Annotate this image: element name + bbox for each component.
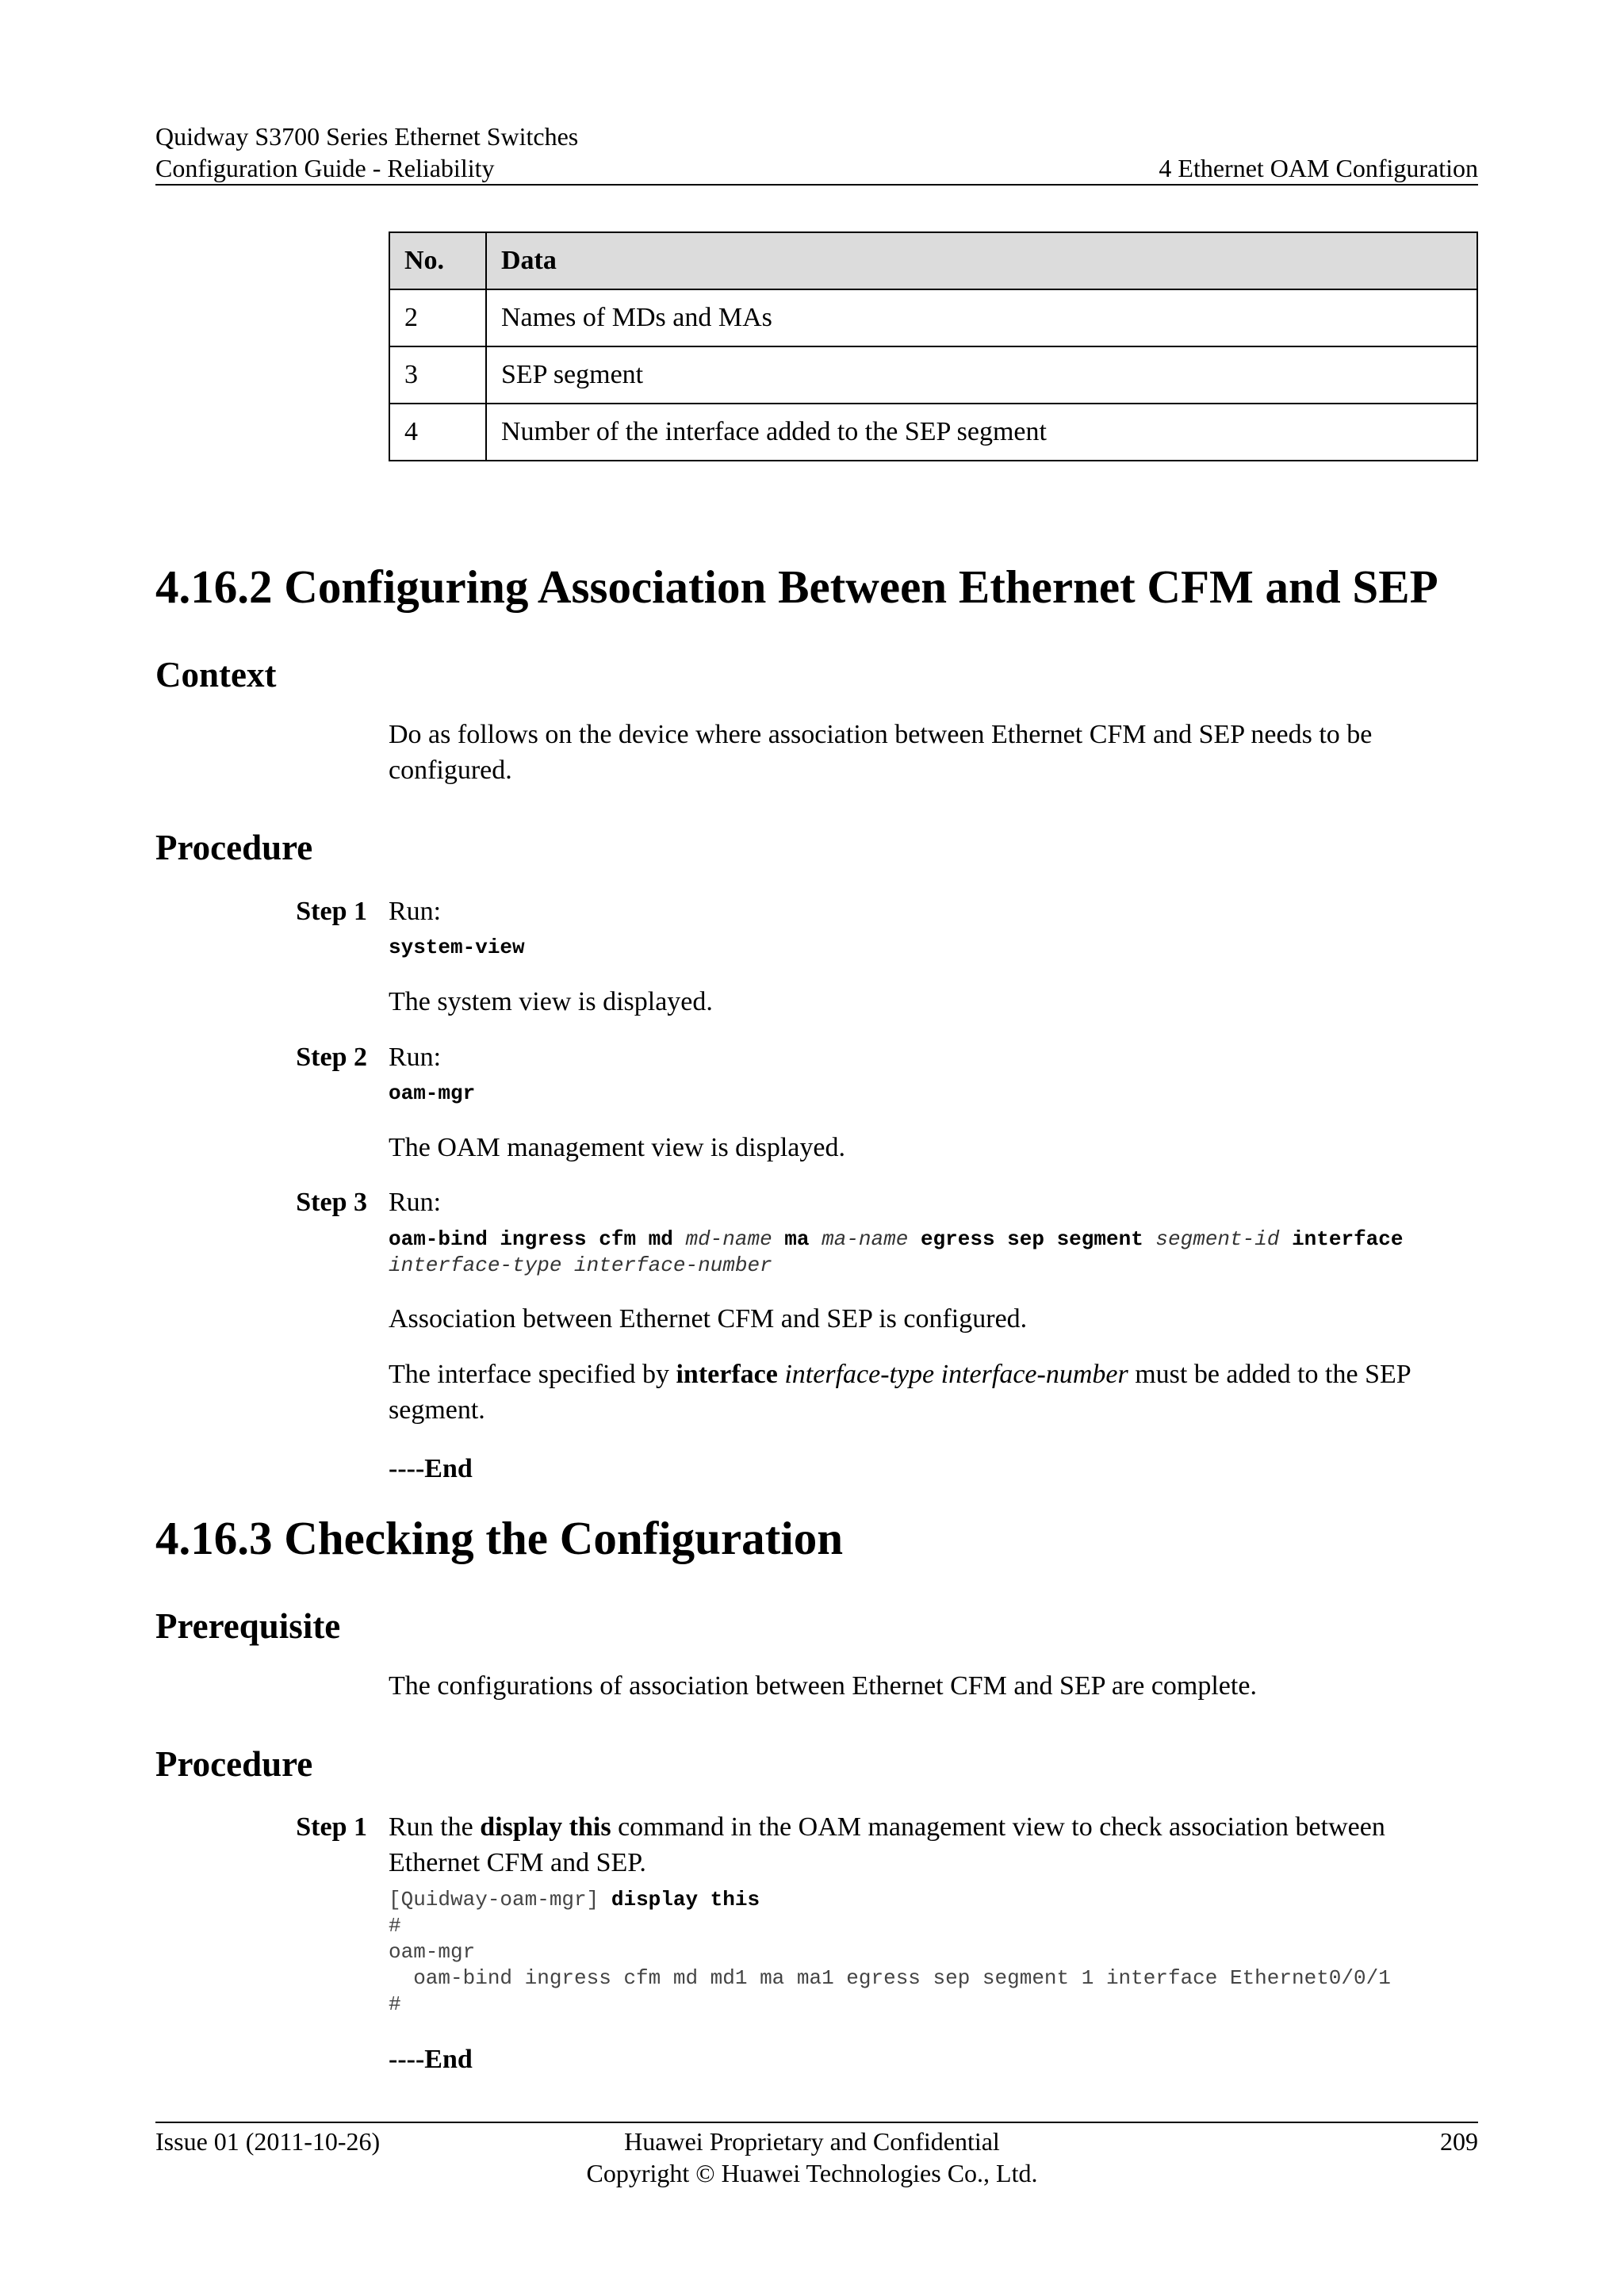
- code-line: #: [389, 1992, 401, 2016]
- step-command: [389, 1081, 475, 1107]
- step-note-line2: segment.: [389, 1395, 485, 1425]
- footer-rule: [155, 2122, 1478, 2123]
- footer-page-number: 209: [1440, 2127, 1478, 2156]
- procedure-heading: Procedure: [155, 828, 313, 867]
- note-text: must be added to the SEP: [1135, 1360, 1411, 1389]
- table-cell: Names of MDs and MAs: [486, 289, 1477, 346]
- command-keyword: oam-mgr: [389, 1081, 476, 1105]
- step-result: Association between Ethernet CFM and SEP is configured.: [389, 1304, 1028, 1334]
- step-result: The OAM management view is displayed.: [389, 1133, 845, 1162]
- table-row: [389, 346, 1477, 404]
- note-keyword: interface: [676, 1360, 778, 1389]
- code-prompt: [Quidway-oam-mgr]: [389, 1888, 599, 1911]
- footer-copyright: Copyright © Huawei Technologies Co., Ltd.: [586, 2159, 1038, 2187]
- table-header-no: No.: [389, 232, 486, 289]
- note-text: The interface specified by: [389, 1360, 669, 1389]
- step-label: Step 3: [296, 1188, 367, 1217]
- step-command: [389, 935, 525, 961]
- header-product: Quidway S3700 Series Ethernet Switches: [155, 122, 579, 151]
- step-command-line2: [389, 1253, 772, 1279]
- code-line: oam-mgr: [389, 1940, 476, 1964]
- table-cell: 3: [389, 346, 486, 404]
- code-block: [389, 1887, 1391, 2018]
- command-keyword: system-view: [389, 936, 525, 959]
- footer-confidential: Huawei Proprietary and Confidential: [624, 2127, 1000, 2156]
- table-cell: Number of the interface added to the SEP segment: [486, 404, 1477, 461]
- table-row: [389, 289, 1477, 346]
- end-marker: ----End: [389, 2045, 473, 2074]
- step-note-line1: [389, 1357, 1411, 1392]
- command-argument: segment-id: [1155, 1227, 1280, 1251]
- command-keyword: ma: [784, 1227, 810, 1251]
- section-title-4163: 4.16.3 Checking the Configuration: [155, 1512, 844, 1564]
- header-chapter: 4 Ethernet OAM Configuration: [1159, 154, 1478, 182]
- table-header-row: [389, 232, 1477, 289]
- prerequisite-heading: Prerequisite: [155, 1606, 341, 1646]
- code-line: oam-bind ingress cfm md md1 ma ma1 egress sep segment 1 interface Ethernet0/0/1: [389, 1966, 1391, 1990]
- command-keyword: interface: [1292, 1227, 1404, 1251]
- procedure-heading: Procedure: [155, 1744, 313, 1784]
- table-header-data: Data: [486, 232, 1477, 289]
- step-text-line1: [389, 1809, 1385, 1845]
- step-run-text: Run:: [389, 1043, 442, 1072]
- command-keyword: oam-bind ingress cfm md: [389, 1227, 673, 1251]
- step-command-line1: [389, 1226, 1404, 1253]
- context-text-line2: configured.: [389, 756, 512, 785]
- step-label: Step 1: [296, 897, 367, 926]
- code-command: display this: [611, 1888, 760, 1911]
- header-guide: Configuration Guide - Reliability: [155, 154, 495, 182]
- command-argument: interface-type interface-number: [389, 1253, 772, 1277]
- code-line: #: [389, 1914, 401, 1938]
- note-argument: interface-type interface-number: [784, 1360, 1128, 1389]
- header-rule: [155, 184, 1478, 186]
- context-text-line1: Do as follows on the device where association between Ethernet CFM and SEP needs to be: [389, 720, 1373, 749]
- command-keyword: egress sep segment: [920, 1227, 1143, 1251]
- step-label: Step 1: [296, 1812, 367, 1842]
- step-text: command in the OAM management view to check association between: [618, 1812, 1385, 1842]
- table-cell: 2: [389, 289, 486, 346]
- footer-issue: Issue 01 (2011-10-26): [155, 2127, 381, 2156]
- command-argument: md-name: [685, 1227, 772, 1251]
- step-text-line2: Ethernet CFM and SEP.: [389, 1848, 646, 1877]
- section-title-4162: 4.16.2 Configuring Association Between Ethernet CFM and SEP: [155, 561, 1438, 613]
- step-result: The system view is displayed.: [389, 987, 713, 1016]
- data-table: [389, 232, 1478, 461]
- command-argument: ma-name: [822, 1227, 909, 1251]
- step-text: Run the: [389, 1812, 473, 1842]
- table-cell: SEP segment: [486, 346, 1477, 404]
- table-cell: 4: [389, 404, 486, 461]
- step-keyword: display this: [480, 1812, 611, 1842]
- prerequisite-text: The configurations of association between Ethernet CFM and SEP are complete.: [389, 1671, 1257, 1701]
- end-marker: ----End: [389, 1454, 473, 1483]
- step-run-text: Run:: [389, 1188, 442, 1217]
- step-label: Step 2: [296, 1043, 367, 1072]
- context-heading: Context: [155, 655, 277, 695]
- step-run-text: Run:: [389, 897, 442, 926]
- table-row: [389, 404, 1477, 461]
